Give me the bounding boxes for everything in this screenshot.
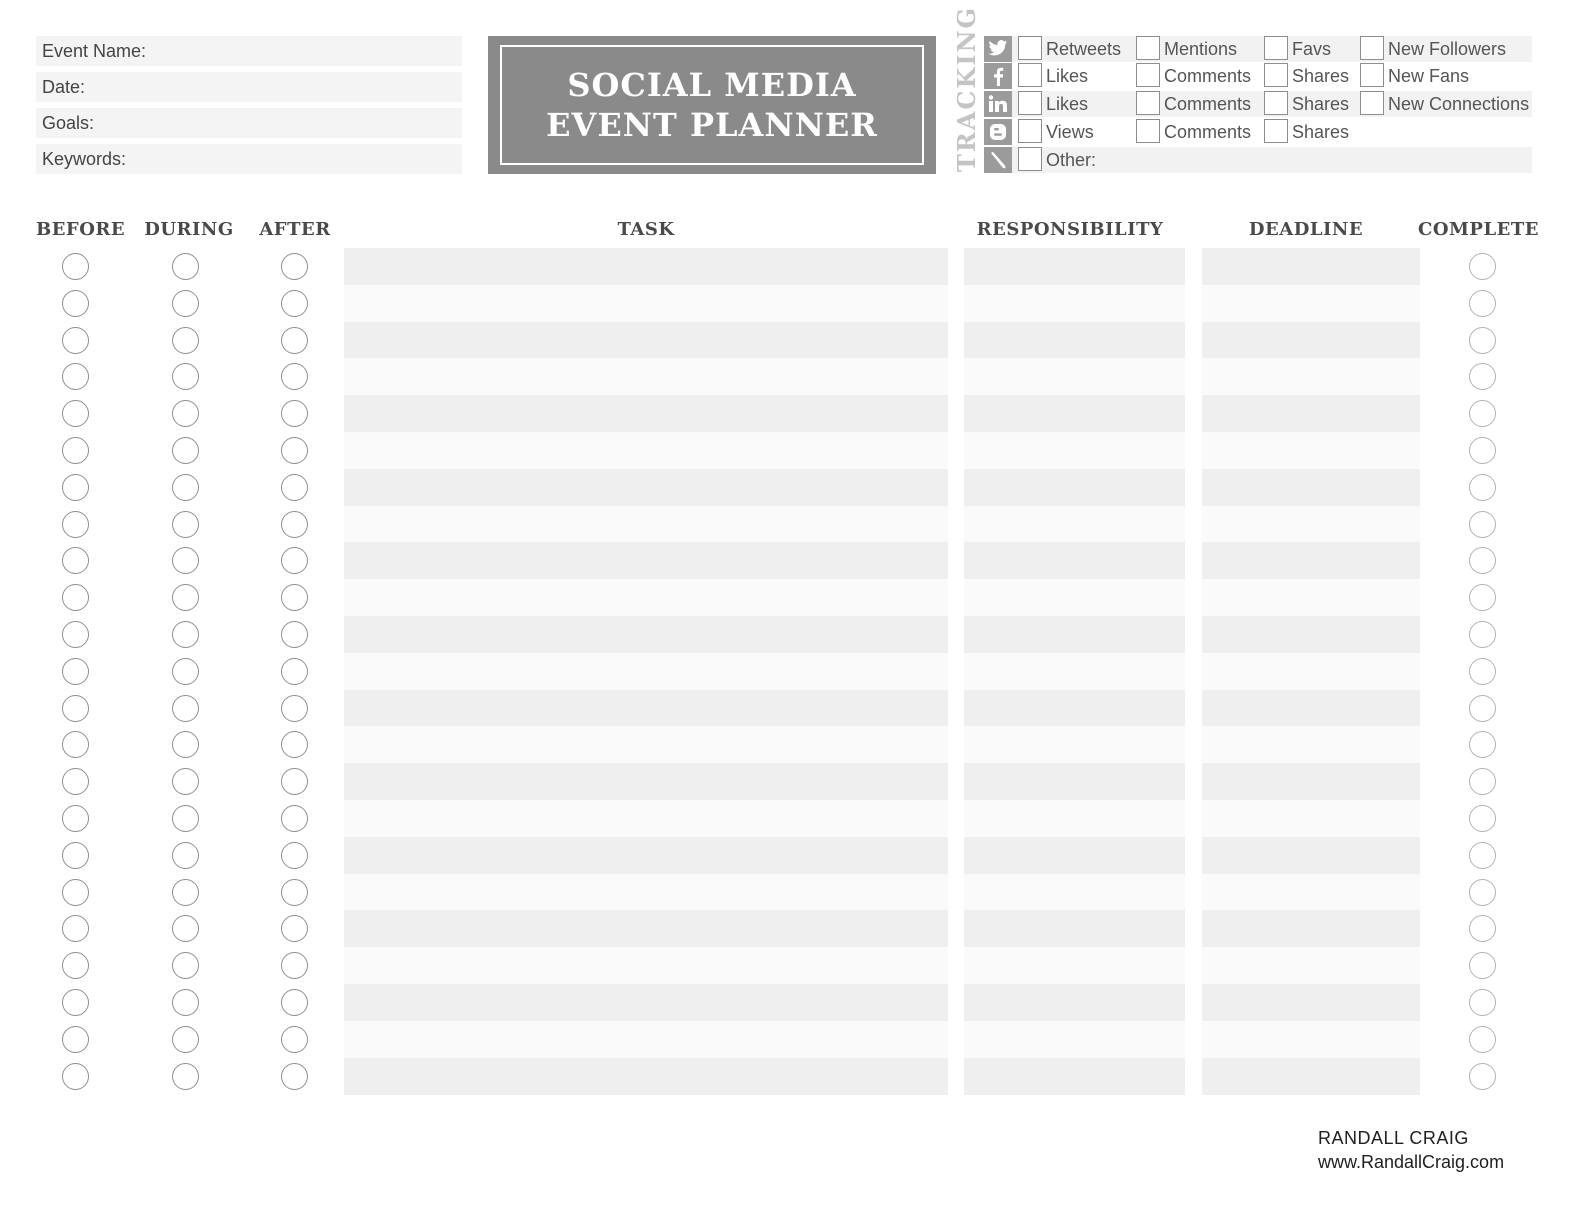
task-cell[interactable] bbox=[344, 874, 948, 911]
column-header-complete: COMPLETE bbox=[1418, 219, 1539, 240]
tracking-row bbox=[984, 147, 1532, 173]
title-line-1: SOCIAL MEDIA bbox=[567, 66, 857, 104]
complete-circle[interactable] bbox=[1469, 695, 1496, 722]
tracking-option-label: Shares bbox=[1292, 66, 1350, 86]
task-cell[interactable] bbox=[344, 542, 948, 579]
before-circle[interactable] bbox=[62, 768, 89, 795]
before-circle[interactable] bbox=[62, 511, 89, 538]
deadline-cell[interactable] bbox=[1202, 469, 1420, 506]
complete-circle[interactable] bbox=[1469, 658, 1496, 685]
keywords-field[interactable]: Keywords: bbox=[36, 144, 462, 174]
before-circle[interactable] bbox=[62, 805, 89, 832]
before-circle[interactable] bbox=[62, 327, 89, 354]
responsibility-cell[interactable] bbox=[964, 874, 1185, 911]
twitter-icon bbox=[984, 36, 1012, 62]
tracking-checkbox[interactable] bbox=[1136, 119, 1160, 143]
task-cell[interactable] bbox=[344, 984, 948, 1021]
during-circle[interactable] bbox=[172, 915, 199, 942]
tracking-option-label: Retweets bbox=[1046, 39, 1122, 59]
tracking-option-label: Comments bbox=[1164, 66, 1252, 86]
tracking-checkbox[interactable] bbox=[1018, 63, 1042, 87]
deadline-cell[interactable] bbox=[1202, 322, 1420, 359]
column-header-after: AFTER bbox=[259, 219, 331, 240]
responsibility-cell[interactable] bbox=[964, 837, 1185, 874]
before-circle[interactable] bbox=[62, 363, 89, 390]
tracking-option-label: Comments bbox=[1164, 122, 1252, 142]
linkedin-icon bbox=[984, 91, 1012, 117]
responsibility-cell[interactable] bbox=[964, 285, 1185, 322]
complete-circle[interactable] bbox=[1469, 253, 1496, 280]
responsibility-cell[interactable] bbox=[964, 542, 1185, 579]
task-cell[interactable] bbox=[344, 910, 948, 947]
responsibility-cell[interactable] bbox=[964, 395, 1185, 432]
task-cell[interactable] bbox=[344, 726, 948, 763]
after-circle[interactable] bbox=[281, 915, 308, 942]
task-cell[interactable] bbox=[344, 800, 948, 837]
tracking-option-label: Favs bbox=[1292, 39, 1332, 59]
deadline-cell[interactable] bbox=[1202, 285, 1420, 322]
complete-circle[interactable] bbox=[1469, 805, 1496, 832]
deadline-cell[interactable] bbox=[1202, 616, 1420, 653]
complete-circle[interactable] bbox=[1469, 547, 1496, 574]
tracking-row bbox=[984, 63, 1532, 89]
after-circle[interactable] bbox=[281, 511, 308, 538]
task-cell[interactable] bbox=[344, 837, 948, 874]
after-circle[interactable] bbox=[281, 547, 308, 574]
responsibility-cell[interactable] bbox=[964, 616, 1185, 653]
deadline-cell[interactable] bbox=[1202, 1021, 1420, 1058]
after-circle[interactable] bbox=[281, 731, 308, 758]
complete-circle[interactable] bbox=[1469, 621, 1496, 648]
after-circle[interactable] bbox=[281, 437, 308, 464]
task-cell[interactable] bbox=[344, 432, 948, 469]
tracking-option-label: Shares bbox=[1292, 94, 1350, 114]
complete-circle[interactable] bbox=[1469, 952, 1496, 979]
complete-circle[interactable] bbox=[1469, 511, 1496, 538]
after-circle[interactable] bbox=[281, 400, 308, 427]
after-circle[interactable] bbox=[281, 253, 308, 280]
deadline-cell[interactable] bbox=[1202, 395, 1420, 432]
after-circle[interactable] bbox=[281, 1063, 308, 1090]
column-header-responsibility: RESPONSIBILITY bbox=[976, 219, 1164, 240]
complete-circle[interactable] bbox=[1469, 290, 1496, 317]
during-circle[interactable] bbox=[172, 290, 199, 317]
tracking-option-label: New Connections bbox=[1388, 94, 1530, 114]
task-cell[interactable] bbox=[344, 469, 948, 506]
responsibility-cell[interactable] bbox=[964, 248, 1185, 285]
complete-circle[interactable] bbox=[1469, 1063, 1496, 1090]
during-circle[interactable] bbox=[172, 1063, 199, 1090]
responsibility-cell[interactable] bbox=[964, 469, 1185, 506]
responsibility-cell[interactable] bbox=[964, 653, 1185, 690]
after-circle[interactable] bbox=[281, 1026, 308, 1053]
tracking-checkbox[interactable] bbox=[1264, 63, 1288, 87]
complete-circle[interactable] bbox=[1469, 989, 1496, 1016]
task-cell[interactable] bbox=[344, 579, 948, 616]
tracking-checkbox[interactable] bbox=[1136, 63, 1160, 87]
event-info-fields bbox=[36, 36, 462, 180]
responsibility-cell[interactable] bbox=[964, 1058, 1185, 1095]
during-circle[interactable] bbox=[172, 658, 199, 685]
responsibility-cell[interactable] bbox=[964, 579, 1185, 616]
before-circle[interactable] bbox=[62, 437, 89, 464]
goals-field[interactable]: Goals: bbox=[36, 108, 462, 138]
after-circle[interactable] bbox=[281, 952, 308, 979]
after-circle[interactable] bbox=[281, 290, 308, 317]
task-cell[interactable] bbox=[344, 763, 948, 800]
task-cell[interactable] bbox=[344, 690, 948, 727]
after-circle[interactable] bbox=[281, 879, 308, 906]
tracking-checkbox[interactable] bbox=[1360, 36, 1384, 60]
title-frame bbox=[500, 45, 924, 165]
deadline-cell[interactable] bbox=[1202, 653, 1420, 690]
task-cell[interactable] bbox=[344, 947, 948, 984]
during-circle[interactable] bbox=[172, 989, 199, 1016]
task-cell[interactable] bbox=[344, 616, 948, 653]
footer-branding bbox=[1318, 1126, 1504, 1174]
after-circle[interactable] bbox=[281, 989, 308, 1016]
deadline-cell[interactable] bbox=[1202, 1058, 1420, 1095]
responsibility-cell[interactable] bbox=[964, 322, 1185, 359]
responsibility-cell[interactable] bbox=[964, 763, 1185, 800]
after-circle[interactable] bbox=[281, 658, 308, 685]
tracking-option-label: Views bbox=[1046, 122, 1094, 142]
tracking-checkbox[interactable] bbox=[1360, 91, 1384, 115]
after-circle[interactable] bbox=[281, 621, 308, 648]
tracking-checkbox[interactable] bbox=[1136, 91, 1160, 115]
complete-circle[interactable] bbox=[1469, 879, 1496, 906]
pencil-icon bbox=[984, 147, 1012, 173]
during-circle[interactable] bbox=[172, 952, 199, 979]
during-circle[interactable] bbox=[172, 474, 199, 501]
tracking-row bbox=[984, 91, 1532, 117]
task-cell[interactable] bbox=[344, 285, 948, 322]
during-circle[interactable] bbox=[172, 437, 199, 464]
before-circle[interactable] bbox=[62, 474, 89, 501]
responsibility-cell[interactable] bbox=[964, 506, 1185, 543]
responsibility-cell[interactable] bbox=[964, 358, 1185, 395]
deadline-cell[interactable] bbox=[1202, 506, 1420, 543]
deadline-cell[interactable] bbox=[1202, 837, 1420, 874]
complete-circle[interactable] bbox=[1469, 363, 1496, 390]
before-circle[interactable] bbox=[62, 1063, 89, 1090]
responsibility-cell[interactable] bbox=[964, 1021, 1185, 1058]
during-circle[interactable] bbox=[172, 253, 199, 280]
complete-circle[interactable] bbox=[1469, 768, 1496, 795]
deadline-cell[interactable] bbox=[1202, 763, 1420, 800]
tracking-row bbox=[984, 36, 1532, 62]
complete-circle[interactable] bbox=[1469, 474, 1496, 501]
task-cell[interactable] bbox=[344, 322, 948, 359]
tracking-checkbox[interactable] bbox=[1018, 147, 1042, 171]
task-cell[interactable] bbox=[344, 653, 948, 690]
responsibility-cell[interactable] bbox=[964, 984, 1185, 1021]
tracking-checkbox[interactable] bbox=[1264, 119, 1288, 143]
tracking-row bbox=[984, 119, 1532, 145]
task-cell[interactable] bbox=[344, 506, 948, 543]
before-circle[interactable] bbox=[62, 547, 89, 574]
before-circle[interactable] bbox=[62, 695, 89, 722]
task-cell[interactable] bbox=[344, 1021, 948, 1058]
deadline-cell[interactable] bbox=[1202, 726, 1420, 763]
column-header-during: DURING bbox=[144, 219, 234, 240]
tracking-option-label: Comments bbox=[1164, 94, 1252, 114]
before-circle[interactable] bbox=[62, 879, 89, 906]
before-circle[interactable] bbox=[62, 658, 89, 685]
during-circle[interactable] bbox=[172, 621, 199, 648]
before-circle[interactable] bbox=[62, 989, 89, 1016]
task-cell[interactable] bbox=[344, 1058, 948, 1095]
during-circle[interactable] bbox=[172, 547, 199, 574]
during-circle[interactable] bbox=[172, 842, 199, 869]
during-circle[interactable] bbox=[172, 400, 199, 427]
before-circle[interactable] bbox=[62, 253, 89, 280]
tracking-checkbox[interactable] bbox=[1360, 63, 1384, 87]
deadline-cell[interactable] bbox=[1202, 542, 1420, 579]
tracking-option-label: New Followers bbox=[1388, 39, 1507, 59]
column-header-deadline: DEADLINE bbox=[1248, 219, 1364, 240]
responsibility-cell[interactable] bbox=[964, 910, 1185, 947]
footer-name: RANDALL CRAIG bbox=[1318, 1128, 1469, 1148]
deadline-cell[interactable] bbox=[1202, 358, 1420, 395]
complete-circle[interactable] bbox=[1469, 327, 1496, 354]
event-name-field[interactable]: Event Name: bbox=[36, 36, 462, 66]
after-circle[interactable] bbox=[281, 842, 308, 869]
after-circle[interactable] bbox=[281, 327, 308, 354]
title-line-2: EVENT PLANNER bbox=[546, 106, 878, 144]
during-circle[interactable] bbox=[172, 584, 199, 611]
deadline-cell[interactable] bbox=[1202, 579, 1420, 616]
tracking-checkbox[interactable] bbox=[1018, 91, 1042, 115]
after-circle[interactable] bbox=[281, 474, 308, 501]
after-circle[interactable] bbox=[281, 768, 308, 795]
tracking-option-label: Shares bbox=[1292, 122, 1350, 142]
deadline-cell[interactable] bbox=[1202, 910, 1420, 947]
after-circle[interactable] bbox=[281, 805, 308, 832]
during-circle[interactable] bbox=[172, 768, 199, 795]
tracking-option-label: Mentions bbox=[1164, 39, 1238, 59]
tracking-checkbox[interactable] bbox=[1018, 119, 1042, 143]
deadline-cell[interactable] bbox=[1202, 947, 1420, 984]
responsibility-cell[interactable] bbox=[964, 726, 1185, 763]
during-circle[interactable] bbox=[172, 327, 199, 354]
deadline-cell[interactable] bbox=[1202, 248, 1420, 285]
during-circle[interactable] bbox=[172, 511, 199, 538]
after-circle[interactable] bbox=[281, 363, 308, 390]
during-circle[interactable] bbox=[172, 363, 199, 390]
blogger-icon bbox=[984, 119, 1012, 145]
during-circle[interactable] bbox=[172, 879, 199, 906]
complete-circle[interactable] bbox=[1469, 400, 1496, 427]
tracking-label: TRACKING bbox=[952, 5, 981, 172]
tracking-checkbox[interactable] bbox=[1136, 36, 1160, 60]
during-circle[interactable] bbox=[172, 805, 199, 832]
tracking-checkbox[interactable] bbox=[1264, 91, 1288, 115]
before-circle[interactable] bbox=[62, 842, 89, 869]
responsibility-cell[interactable] bbox=[964, 432, 1185, 469]
deadline-cell[interactable] bbox=[1202, 690, 1420, 727]
deadline-cell[interactable] bbox=[1202, 800, 1420, 837]
date-field[interactable]: Date: bbox=[36, 72, 462, 102]
tracking-checkbox[interactable] bbox=[1264, 36, 1288, 60]
column-header-task: TASK bbox=[617, 219, 675, 240]
complete-circle[interactable] bbox=[1469, 731, 1496, 758]
deadline-cell[interactable] bbox=[1202, 432, 1420, 469]
after-circle[interactable] bbox=[281, 584, 308, 611]
task-cell[interactable] bbox=[344, 395, 948, 432]
complete-circle[interactable] bbox=[1469, 437, 1496, 464]
footer-url: www.RandallCraig.com bbox=[1318, 1152, 1505, 1172]
responsibility-cell[interactable] bbox=[964, 690, 1185, 727]
column-header-before: BEFORE bbox=[36, 219, 126, 240]
before-circle[interactable] bbox=[62, 1026, 89, 1053]
title-banner bbox=[488, 36, 936, 174]
complete-circle[interactable] bbox=[1469, 1026, 1496, 1053]
facebook-icon bbox=[984, 63, 1012, 89]
tracking-option-label: Other: bbox=[1046, 150, 1097, 170]
deadline-cell[interactable] bbox=[1202, 874, 1420, 911]
during-circle[interactable] bbox=[172, 695, 199, 722]
deadline-cell[interactable] bbox=[1202, 984, 1420, 1021]
during-circle[interactable] bbox=[172, 1026, 199, 1053]
tracking-option-label: Likes bbox=[1046, 66, 1089, 86]
before-circle[interactable] bbox=[62, 400, 89, 427]
before-circle[interactable] bbox=[62, 915, 89, 942]
before-circle[interactable] bbox=[62, 584, 89, 611]
responsibility-cell[interactable] bbox=[964, 947, 1185, 984]
complete-circle[interactable] bbox=[1469, 584, 1496, 611]
before-circle[interactable] bbox=[62, 621, 89, 648]
tracking-checkbox[interactable] bbox=[1018, 36, 1042, 60]
before-circle[interactable] bbox=[62, 290, 89, 317]
task-cell[interactable] bbox=[344, 248, 948, 285]
during-circle[interactable] bbox=[172, 731, 199, 758]
responsibility-cell[interactable] bbox=[964, 800, 1185, 837]
complete-circle[interactable] bbox=[1469, 915, 1496, 942]
after-circle[interactable] bbox=[281, 695, 308, 722]
tracking-option-label: New Fans bbox=[1388, 66, 1470, 86]
tracking-option-label: Likes bbox=[1046, 94, 1089, 114]
task-cell[interactable] bbox=[344, 358, 948, 395]
before-circle[interactable] bbox=[62, 952, 89, 979]
complete-circle[interactable] bbox=[1469, 842, 1496, 869]
before-circle[interactable] bbox=[62, 731, 89, 758]
